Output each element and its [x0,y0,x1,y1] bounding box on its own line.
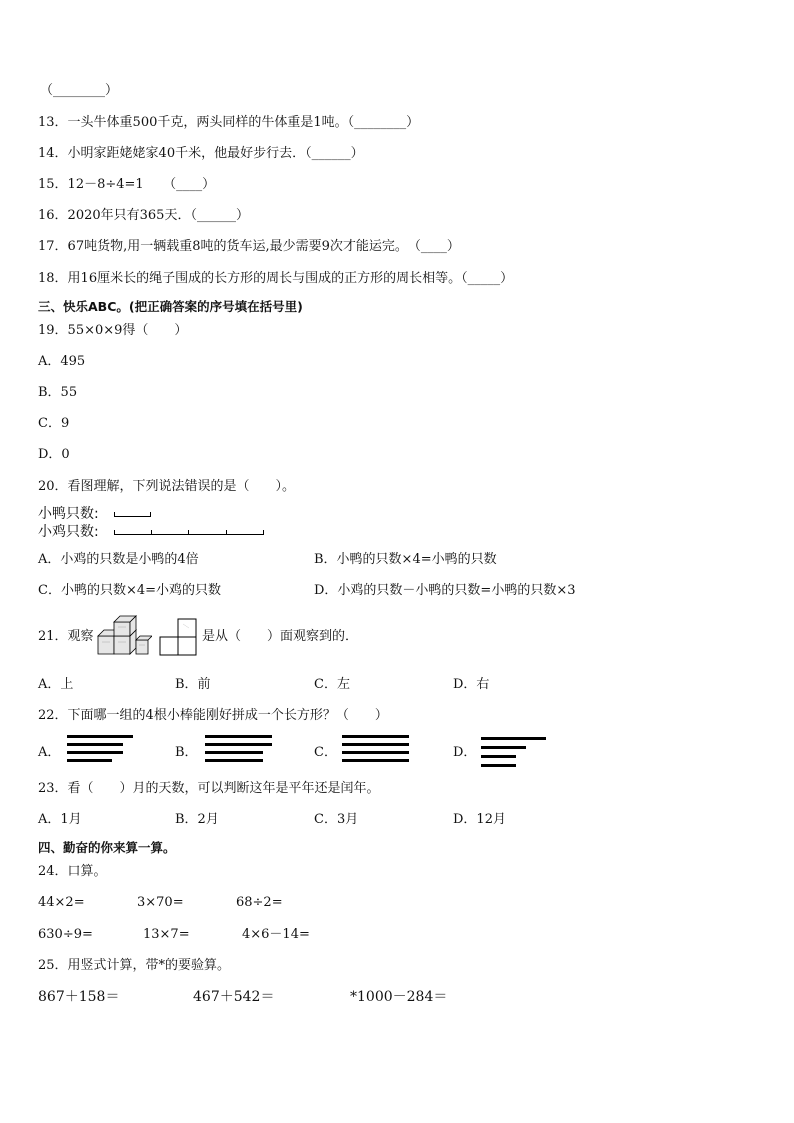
chick-tick-4 [263,530,264,535]
q21-option-b: B．前 [175,677,211,692]
q21-stem-pre: 21．观察 [38,629,94,644]
q22-c-stick-3 [342,751,409,754]
duck-tick-end [150,512,151,517]
q19-option-d: D．0 [38,447,70,462]
question-15: 15．12－8÷4=1 （____） [38,177,216,192]
q21-option-c: C．左 [314,677,350,692]
q22-option-b-label: B． [175,745,198,760]
q23-option-d: D．12月 [453,812,506,827]
question-13: 13．一头牛体重500千克，两头同样的牛体重是1吨。（________） [38,115,420,130]
q22-b-stick-1 [205,735,272,738]
duck-tick-start [114,512,115,517]
oral-calc-3: 68÷2= [236,895,283,910]
q20-option-d: D．小鸡的只数－小鸭的只数=小鸭的只数×3 [314,583,576,598]
q19-option-a: A．495 [38,354,86,369]
chick-tick-0 [114,530,115,535]
q21-stem-post: 是从（ ）面观察到的． [202,629,359,644]
vertical-calc-3: *1000－284＝ [350,989,448,1005]
section-4-heading: 四、勤奋的你来算一算。 [38,840,176,855]
q22-a-stick-3 [67,751,123,754]
q19-option-b: B．55 [38,385,78,400]
q23-option-b: B．2月 [175,812,219,827]
question-22: 22．下面哪一组的4根小棒能刚好拼成一个长方形？（ ） [38,708,388,723]
oral-calc-6: 4×6－14= [242,927,310,942]
q22-option-c-label: C． [314,745,337,760]
blank-line-0: （________） [40,83,119,98]
question-19: 19．55×0×9得（ ） [38,323,188,338]
oral-calc-2: 3×70= [137,895,184,910]
q20-option-b: B．小鸭的只数×4=小鸭的只数 [314,552,497,567]
question-20: 20．看图理解，下列说法错误的是（ ）。 [38,479,296,494]
question-24: 24．口算。 [38,864,107,879]
oral-calc-4: 630÷9= [38,927,93,942]
q22-option-d-label: D． [453,745,477,760]
q22-d-stick-4 [481,764,516,767]
view-shape-image [159,618,199,656]
q23-option-a: A．1月 [38,812,82,827]
chick-tick-1 [151,530,152,535]
chick-count-label: 小鸡只数: [38,524,99,540]
q22-b-stick-4 [205,759,263,762]
q20-option-a: A．小鸡的只数是小鸭的4倍 [38,552,199,567]
cube-stack-image [96,614,152,658]
question-14: 14．小明家距姥姥家40千米，他最好步行去．（______） [38,146,364,161]
q22-d-stick-1 [481,737,546,740]
question-18: 18．用16厘米长的绳子围成的长方形的周长与围成的正方形的周长相等。（_____） [38,271,514,286]
q22-b-stick-3 [205,751,263,754]
q19-option-c: C．9 [38,416,70,431]
q20-option-c: C．小鸭的只数×4=小鸡的只数 [38,583,222,598]
vertical-calc-1: 867＋158＝ [38,989,120,1005]
q22-c-stick-1 [342,735,409,738]
oral-calc-1: 44×2= [38,895,85,910]
chick-tick-2 [188,530,189,535]
q22-c-stick-2 [342,743,409,746]
q22-d-stick-2 [481,746,526,749]
oral-calc-5: 13×7= [143,927,190,942]
q22-option-a-label: A． [38,745,61,760]
q21-option-d: D．右 [453,677,490,692]
chick-segment [114,534,264,535]
duck-count-label: 小鸭只数: [38,506,99,522]
q22-a-stick-2 [67,743,123,746]
question-16: 16．2020年只有365天．（______） [38,208,249,223]
q21-option-a: A．上 [38,677,74,692]
q22-a-stick-1 [67,735,133,738]
section-3-heading: 三、快乐ABC。(把正确答案的序号填在括号里) [38,299,303,314]
q22-c-stick-4 [342,759,409,762]
q23-option-c: C．3月 [314,812,359,827]
chick-tick-3 [226,530,227,535]
vertical-calc-2: 467＋542＝ [193,989,275,1005]
q22-b-stick-2 [205,743,272,746]
q22-d-stick-3 [481,755,516,758]
q22-a-stick-4 [67,759,112,762]
question-25: 25．用竖式计算，带*的要验算。 [38,958,231,973]
duck-segment [114,516,151,517]
question-17: 17．67吨货物,用一辆载重8吨的货车运,最少需要9次才能运完。 （____） [38,239,460,254]
question-23: 23．看（ ）月的天数，可以判断这年是平年还是闰年。 [38,781,380,796]
